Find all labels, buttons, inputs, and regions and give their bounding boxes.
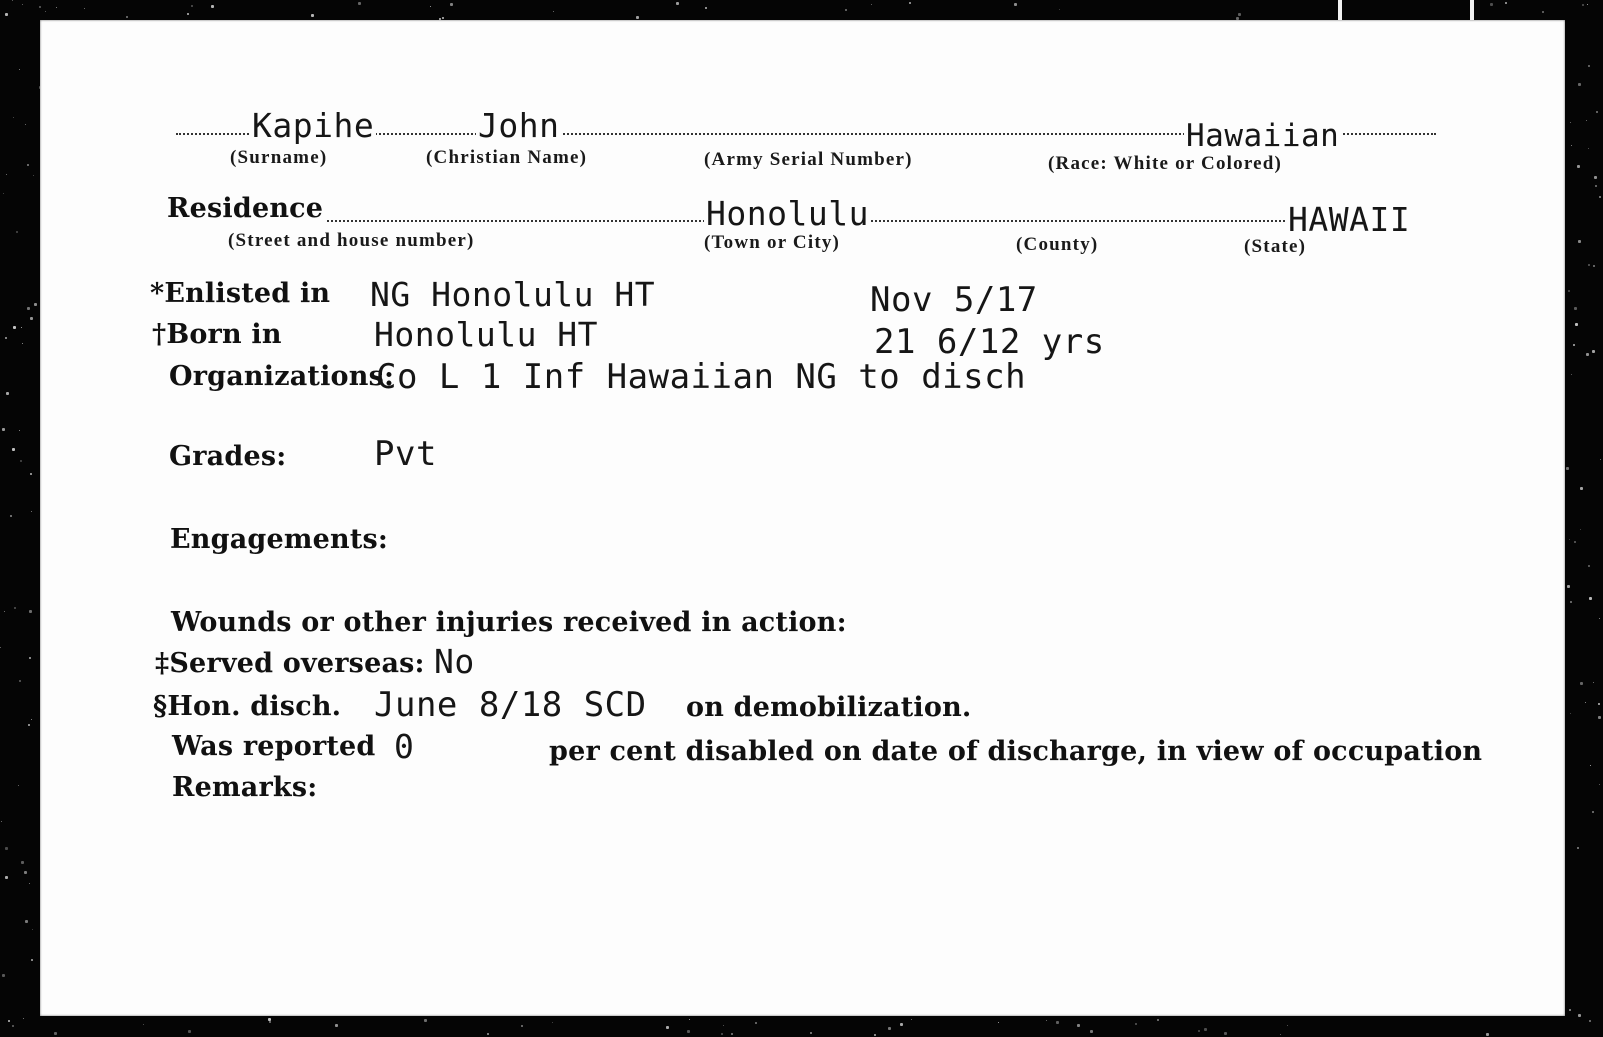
born-place-value: Honolulu HT <box>374 315 599 354</box>
scan-speck <box>2 428 5 431</box>
scan-speck <box>30 317 33 320</box>
scan-speck <box>1580 529 1581 530</box>
scan-speck <box>34 303 37 306</box>
scan-speck <box>20 460 22 462</box>
disability-value: 0 <box>394 727 415 766</box>
scan-speck <box>871 4 872 5</box>
grades-value: Pvt <box>374 434 437 474</box>
scan-speck <box>1578 83 1581 86</box>
served-overseas-label: ‡Served overseas: <box>155 648 425 679</box>
street-caption: (Street and house number) <box>228 230 475 251</box>
born-label: †Born in <box>152 319 282 350</box>
scan-speck <box>1571 145 1572 146</box>
scan-speck <box>1056 1021 1059 1024</box>
scan-speck <box>126 16 128 18</box>
scan-speck <box>13 117 14 118</box>
scan-speck <box>1567 585 1570 588</box>
scan-speck <box>54 1032 57 1035</box>
scan-speck <box>188 1030 191 1033</box>
scan-speck <box>33 175 34 176</box>
scan-speck <box>1599 196 1601 198</box>
scan-speck <box>723 1025 724 1026</box>
scan-speck <box>1287 1025 1288 1026</box>
scan-speck <box>1586 353 1589 356</box>
scan-speck <box>1575 323 1578 326</box>
scan-speck <box>553 11 554 12</box>
scan-speck <box>1593 265 1595 267</box>
christian-name-caption: (Christian Name) <box>426 147 588 168</box>
scan-speck <box>269 1021 271 1023</box>
enlisted-label: *Enlisted in <box>150 278 331 309</box>
remarks-label: Remarks: <box>172 772 318 803</box>
scan-speck <box>1600 459 1601 460</box>
scan-speck <box>845 9 847 11</box>
scan-speck <box>1204 1028 1207 1031</box>
scan-speck <box>1157 1019 1159 1021</box>
scan-speck <box>1580 487 1583 490</box>
scan-speck <box>430 6 431 7</box>
serial-number-caption: (Army Serial Number) <box>704 149 913 170</box>
scan-speck <box>56 7 57 8</box>
scan-speck <box>552 1022 553 1023</box>
scan-speck <box>27 307 30 310</box>
scan-speck <box>6 392 9 395</box>
scan-speck <box>1569 539 1570 540</box>
scan-speck <box>21 861 24 864</box>
scan-speck <box>31 719 32 720</box>
scan-speck <box>721 1033 723 1035</box>
scan-speck <box>1589 1020 1591 1022</box>
surname-value: Kapihe <box>252 106 375 145</box>
scan-speck <box>335 1024 338 1027</box>
scan-speck <box>1588 264 1590 266</box>
scan-speck <box>0 647 1 648</box>
scan-speck <box>1059 9 1060 10</box>
scan-speck <box>998 1022 999 1023</box>
scan-speck <box>442 17 444 19</box>
scan-speck <box>705 7 707 9</box>
born-age-value: 21 6/12 yrs <box>874 322 1105 362</box>
scan-speck <box>2 974 5 977</box>
discharge-suffix: on demobilization. <box>686 692 972 723</box>
scan-speck <box>14 607 16 609</box>
scan-speck <box>1566 467 1569 470</box>
residence-state-value: HAWAII <box>1288 200 1411 239</box>
scan-speck <box>18 785 19 786</box>
scan-speck <box>5 847 8 850</box>
scan-speck <box>1595 185 1597 187</box>
scan-speck <box>13 326 16 329</box>
discharge-value: June 8/18 SCD <box>374 685 647 725</box>
scan-speck <box>358 2 361 5</box>
service-record-card <box>40 20 1565 1016</box>
scan-speck <box>911 1019 912 1020</box>
scan-speck <box>1587 4 1588 5</box>
scan-speck <box>636 16 639 19</box>
scan-speck <box>666 1026 669 1029</box>
scan-speck <box>1590 765 1591 766</box>
scan-speck <box>30 473 32 475</box>
scan-speck <box>1090 1030 1093 1033</box>
grades-label: Grades: <box>169 441 287 472</box>
scan-speck <box>424 1019 427 1022</box>
scan-speck <box>1570 601 1572 603</box>
scan-speck <box>31 959 33 961</box>
scan-speck <box>1077 1024 1080 1027</box>
scan-speck <box>19 69 20 70</box>
scan-speck <box>900 1023 903 1026</box>
scan-speck <box>12 0 13 1</box>
race-value: Hawaiian <box>1186 118 1340 154</box>
scan-speck <box>22 343 23 344</box>
scan-speck <box>45 11 46 12</box>
scan-speck <box>1014 3 1017 6</box>
scan-speck <box>450 3 453 6</box>
scan-speck <box>810 1032 812 1034</box>
scan-speck <box>1596 111 1598 113</box>
scan-speck <box>6 174 7 175</box>
discharge-label: §Hon. disch. <box>153 691 342 722</box>
scan-speck <box>84 8 85 9</box>
scan-speck <box>487 1033 489 1035</box>
county-caption: (County) <box>1016 234 1099 255</box>
scan-speck <box>4 611 5 612</box>
scan-speck <box>1280 1034 1281 1035</box>
scan-speck <box>25 920 28 923</box>
scan-speck <box>191 5 193 7</box>
scan-speck <box>1592 811 1594 813</box>
scan-speck <box>12 1025 14 1027</box>
scan-speck <box>16 231 18 233</box>
scan-speck <box>888 1027 891 1030</box>
scan-speck <box>1578 240 1581 243</box>
scan-speck <box>1569 1009 1571 1011</box>
scan-speck <box>143 1024 144 1025</box>
scan-speck <box>1490 3 1493 6</box>
scan-speck <box>1582 4 1584 6</box>
scan-speck <box>22 4 23 5</box>
scan-speck <box>1198 1030 1200 1032</box>
scan-speck <box>909 2 911 4</box>
scan-speck <box>21 327 22 328</box>
scan-speck <box>731 1033 733 1035</box>
scan-speck <box>1135 1023 1137 1025</box>
scan-speck <box>1573 344 1575 346</box>
scan-speck <box>1598 703 1600 705</box>
scan-speck <box>1046 1020 1047 1021</box>
residence-town-value: Honolulu <box>706 194 869 233</box>
scan-speck <box>29 883 30 884</box>
scan-speck <box>1585 702 1586 703</box>
scan-speck <box>5 876 8 879</box>
scan-speck <box>1588 65 1590 67</box>
scan-speck <box>521 1025 523 1027</box>
scan-speck <box>187 13 189 15</box>
surname-caption: (Surname) <box>230 147 328 168</box>
scan-speck <box>1594 176 1597 179</box>
disability-suffix: per cent disabled on date of discharge, in view of occupation <box>549 736 1483 767</box>
scan-speck <box>1568 290 1570 292</box>
scan-speck <box>1570 122 1571 123</box>
scan-speck <box>1486 1033 1489 1036</box>
scan-speck <box>27 164 29 166</box>
scan-speck <box>1598 716 1601 719</box>
organizations-label: Organizations: <box>169 361 395 392</box>
scan-speck <box>29 657 31 659</box>
scan-speck <box>31 511 32 512</box>
scan-speck <box>29 610 32 613</box>
scan-speck <box>8 1020 10 1022</box>
scan-speck <box>211 5 214 8</box>
residence-label: Residence <box>167 193 326 224</box>
scan-speck <box>1505 2 1507 4</box>
town-caption: (Town or City) <box>704 232 841 253</box>
scan-speck <box>24 871 27 874</box>
scan-speck <box>1589 597 1592 600</box>
scan-speck <box>311 14 314 17</box>
scan-speck <box>25 124 26 125</box>
scan-speck <box>1571 374 1572 375</box>
scan-speck <box>1592 350 1595 353</box>
scan-speck <box>1577 847 1579 849</box>
scan-speck <box>23 1018 24 1019</box>
served-overseas-value: No <box>434 642 475 681</box>
race-caption: (Race: White or Colored) <box>1048 153 1283 174</box>
christian-name-value: John <box>478 106 560 145</box>
scan-speck <box>1578 1014 1581 1017</box>
scan-speck <box>1588 148 1589 149</box>
scan-speck <box>687 1030 690 1033</box>
scan-speck <box>1542 11 1544 13</box>
wounds-label: Wounds or other injuries received in action: <box>171 607 847 638</box>
scan-speck <box>1593 682 1594 683</box>
scan-speck <box>1574 541 1576 543</box>
scan-speck <box>3 193 4 194</box>
organizations-value: Co L 1 Inf Hawaiian NG to disch <box>376 357 1027 397</box>
scan-speck <box>689 1019 690 1020</box>
scan-speck <box>1570 713 1571 714</box>
scan-speck <box>676 2 679 5</box>
scan-speck <box>1580 682 1583 685</box>
scan-speck <box>1238 13 1241 16</box>
scan-speck <box>1599 618 1600 619</box>
state-caption: (State) <box>1244 236 1307 257</box>
scan-speck <box>5 13 8 16</box>
scan-speck <box>10 515 12 517</box>
scan-speck <box>1224 1032 1227 1035</box>
scan-speck <box>19 430 20 431</box>
disability-label: Was reported <box>172 731 376 762</box>
scan-speck <box>28 724 30 726</box>
scan-speck <box>1 821 2 822</box>
engagements-label: Engagements: <box>170 524 389 555</box>
scan-speck <box>1599 784 1600 785</box>
enlisted-date-value: Nov 5/17 <box>870 280 1038 320</box>
scan-speck <box>755 1022 757 1024</box>
enlisted-place-value: NG Honolulu HT <box>370 275 656 314</box>
scan-speck <box>19 680 21 682</box>
scan-speck <box>12 448 15 451</box>
scan-speck <box>39 6 41 8</box>
scan-speck <box>5 337 7 339</box>
scan-speck <box>1588 565 1590 567</box>
scan-speck <box>1577 165 1580 168</box>
scan-speck <box>874 1034 876 1036</box>
scan-speck <box>1586 120 1587 121</box>
scan-speck <box>32 929 33 930</box>
scan-speck <box>1574 307 1577 310</box>
